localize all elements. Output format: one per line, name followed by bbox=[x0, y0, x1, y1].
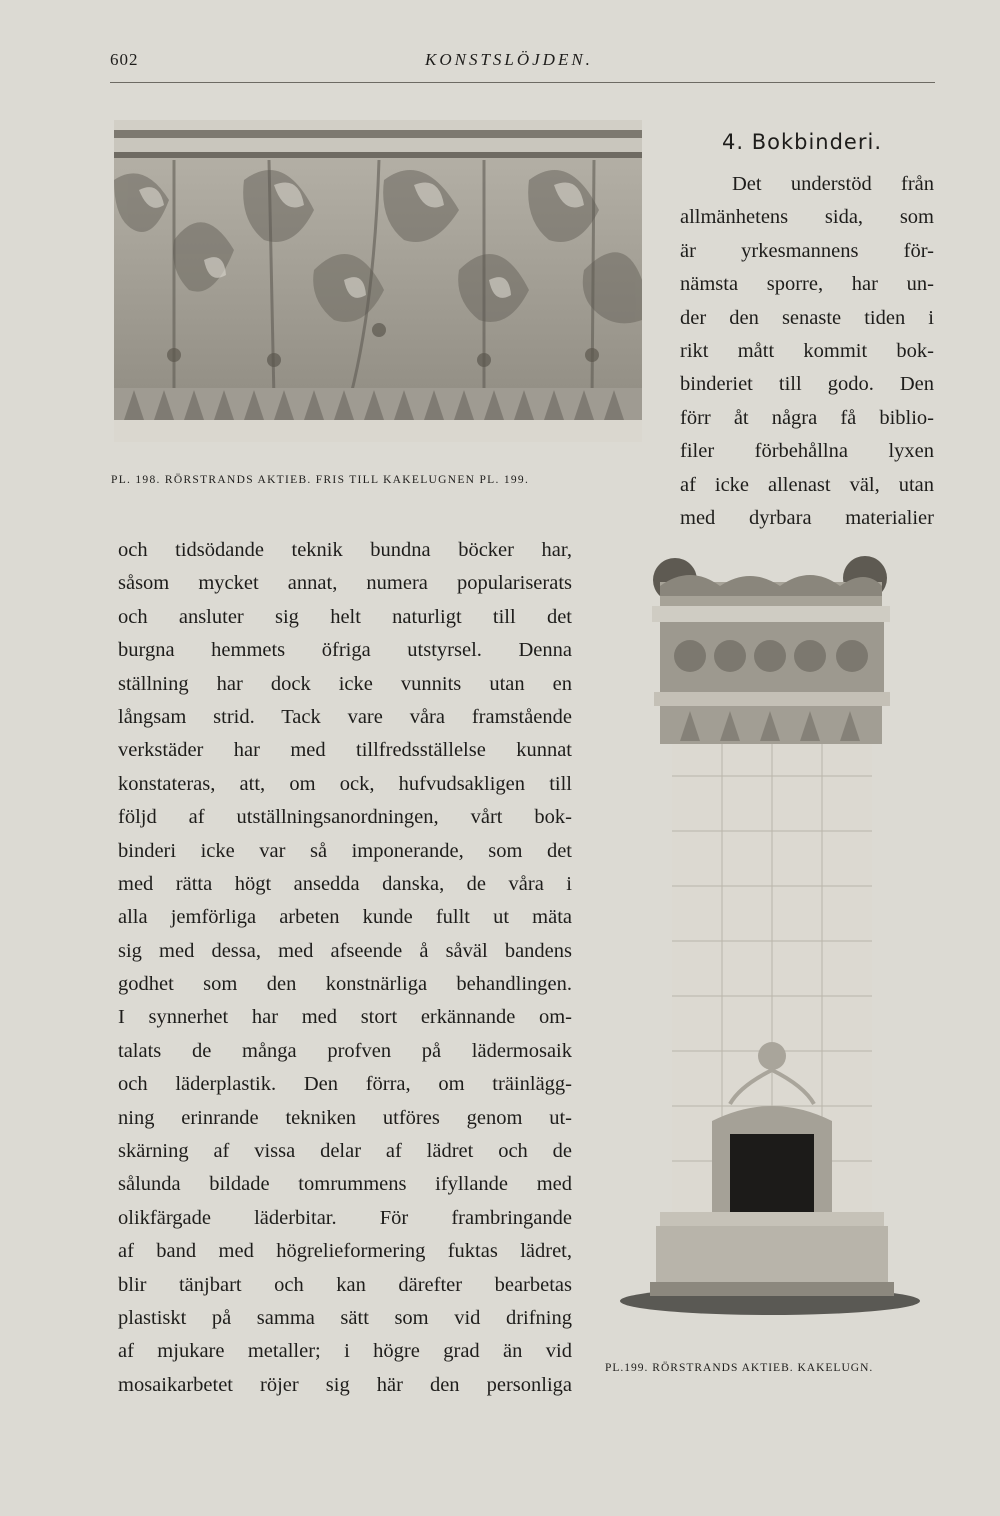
text-line: af icke allenast väl, utan bbox=[680, 473, 934, 496]
text-line: plastiskt på samma sätt som vid drifning bbox=[118, 1306, 572, 1329]
running-title: KONSTSLÖJDEN. bbox=[425, 50, 593, 69]
text-line: skärning af vissa delar af lädret och de bbox=[118, 1140, 572, 1163]
text-line: ning erinrande tekniken utföres genom ut- bbox=[118, 1106, 572, 1129]
text-line: och tidsödande teknik bundna böcker har, bbox=[118, 539, 572, 561]
text-line: I synnerhet har med stort erkännande om- bbox=[118, 1006, 572, 1029]
text-line: binderiet till godo. Den bbox=[680, 373, 934, 396]
figure-caption-pl198: PL. 198. RÖRSTRANDS AKTIEB. FRIS TILL KAKELUGNEN PL. 199. bbox=[111, 474, 530, 486]
text-line: burgna hemmets öfriga utstyrsel. Denna bbox=[118, 639, 572, 662]
text-line: nämsta sporre, har un- bbox=[680, 273, 934, 296]
text-line: med rätta högt ansedda danska, de våra i bbox=[118, 872, 572, 895]
text-line: af band med högrelieformering fuktas lädret, bbox=[118, 1240, 572, 1263]
text-line: allmänhetens sida, som bbox=[680, 206, 934, 229]
text-line: mosaikarbetet röjer sig här den personliga bbox=[118, 1373, 572, 1396]
text-line: sig med dessa, med afseende å såväl bandens bbox=[118, 939, 572, 962]
section-heading: 4. Bokbinderi. bbox=[722, 130, 882, 154]
text-line: rikt mått kommit bok- bbox=[680, 339, 934, 362]
right-column-text bbox=[680, 168, 934, 535]
page-number: 602 bbox=[110, 50, 139, 69]
text-line: såsom mycket annat, numera populariserats bbox=[118, 572, 572, 595]
text-line: godhet som den konstnärliga behandlingen. bbox=[118, 973, 572, 996]
tile-stove-illustration bbox=[620, 556, 920, 1322]
text-line: följd af utställningsanordningen, vårt bok- bbox=[118, 806, 572, 829]
text-line: alla jemförliga arbeten kunde fullt ut mäta bbox=[118, 906, 572, 929]
text-line: konstateras, att, om ock, hufvudsakligen till bbox=[118, 772, 572, 795]
frieze-photograph bbox=[114, 120, 642, 442]
text-line: förr åt några få biblio- bbox=[680, 406, 934, 429]
text-line: blir tänjbart och kan därefter bearbetas bbox=[118, 1273, 572, 1296]
text-line: med dyrbara materialier bbox=[680, 506, 934, 529]
text-line: verkstäder har med tillfredsställelse kunnat bbox=[118, 739, 572, 762]
figure-caption-pl199: PL.199. RÖRSTRANDS AKTIEB. KAKELUGN. bbox=[605, 1362, 874, 1374]
text-line: är yrkesmannens för- bbox=[680, 239, 934, 262]
text-line: Det understöd från bbox=[732, 173, 934, 195]
text-line: der den senaste tiden i bbox=[680, 306, 934, 329]
text-line: af mjukare metaller; i högre grad än vid bbox=[118, 1340, 572, 1363]
text-line: ställning har dock icke vunnits utan en bbox=[118, 672, 572, 695]
text-line: binderi icke var så imponerande, som det bbox=[118, 839, 572, 862]
text-line: och läderplastik. Den förra, om träinlägg- bbox=[118, 1073, 572, 1096]
text-line: talats de många profven på lädermosaik bbox=[118, 1039, 572, 1062]
header-rule bbox=[110, 82, 935, 83]
text-line: sålunda bildade tomrummens ifyllande med bbox=[118, 1173, 572, 1196]
left-column-text bbox=[118, 534, 572, 1402]
tile-stove-photograph bbox=[620, 556, 920, 1322]
text-line: filer förbehållna lyxen bbox=[680, 440, 934, 463]
text-line: och ansluter sig helt naturligt till det bbox=[118, 605, 572, 628]
frieze-relief-illustration bbox=[114, 120, 642, 442]
text-line: olikfärgade läderbitar. För frambringande bbox=[118, 1206, 572, 1229]
text-line: långsam strid. Tack vare våra framstående bbox=[118, 705, 572, 728]
